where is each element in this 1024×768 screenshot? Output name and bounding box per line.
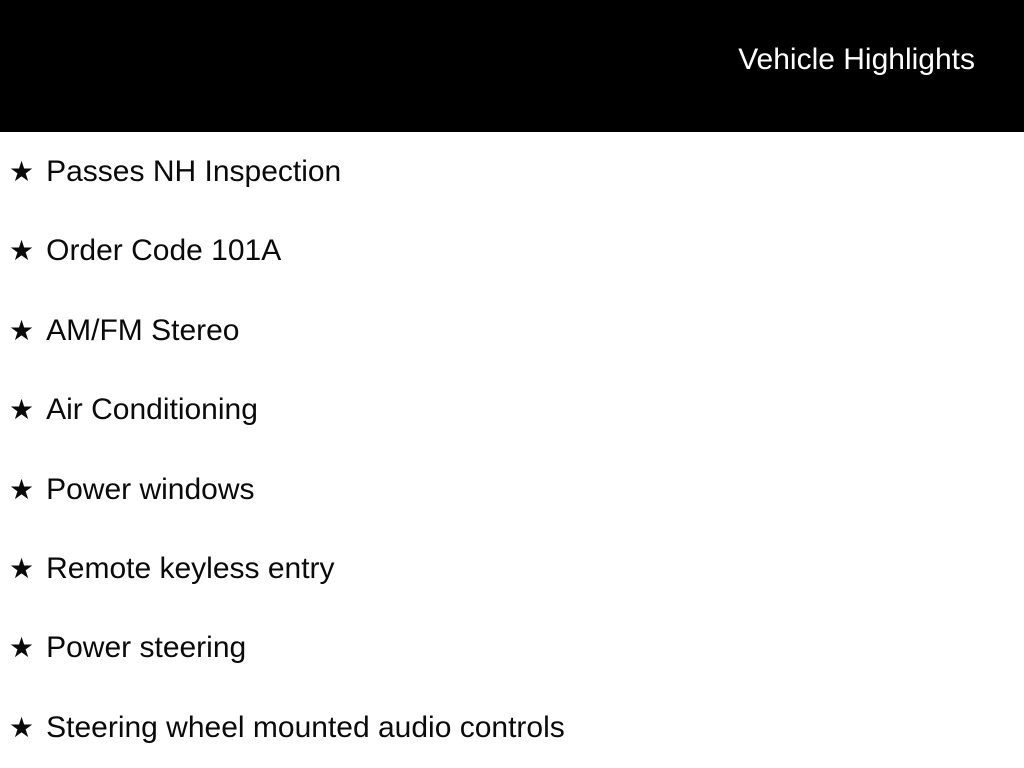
list-item	[9, 529, 1024, 608]
highlights-list	[0, 132, 1024, 767]
header-bar	[0, 0, 1024, 132]
star-icon: ★	[9, 472, 35, 506]
list-item-label: AM/FM Stereo	[46, 313, 240, 347]
highlights-section	[0, 132, 1024, 767]
list-item	[9, 370, 1024, 449]
list-item	[9, 211, 1024, 290]
star-icon: ★	[9, 313, 35, 347]
list-item-label: Power windows	[46, 472, 255, 506]
list-item-label: Passes NH Inspection	[46, 155, 342, 188]
page-title: Vehicle Highlights	[738, 43, 975, 76]
list-item	[9, 450, 1024, 529]
star-icon: ★	[9, 393, 35, 427]
list-item-label: Air Conditioning	[46, 393, 258, 427]
list-item	[9, 688, 1024, 767]
list-item-label: Remote keyless entry	[46, 552, 335, 586]
list-item-label: Order Code 101A	[46, 234, 282, 268]
list-item	[9, 608, 1024, 687]
list-item	[9, 132, 1024, 211]
star-icon: ★	[9, 552, 35, 586]
star-icon: ★	[9, 155, 35, 188]
star-icon: ★	[9, 631, 35, 665]
list-item-label: Power steering	[46, 631, 247, 665]
star-icon: ★	[9, 234, 35, 268]
star-icon: ★	[9, 710, 35, 744]
list-item	[9, 291, 1024, 370]
list-item-label: Steering wheel mounted audio controls	[46, 710, 565, 744]
